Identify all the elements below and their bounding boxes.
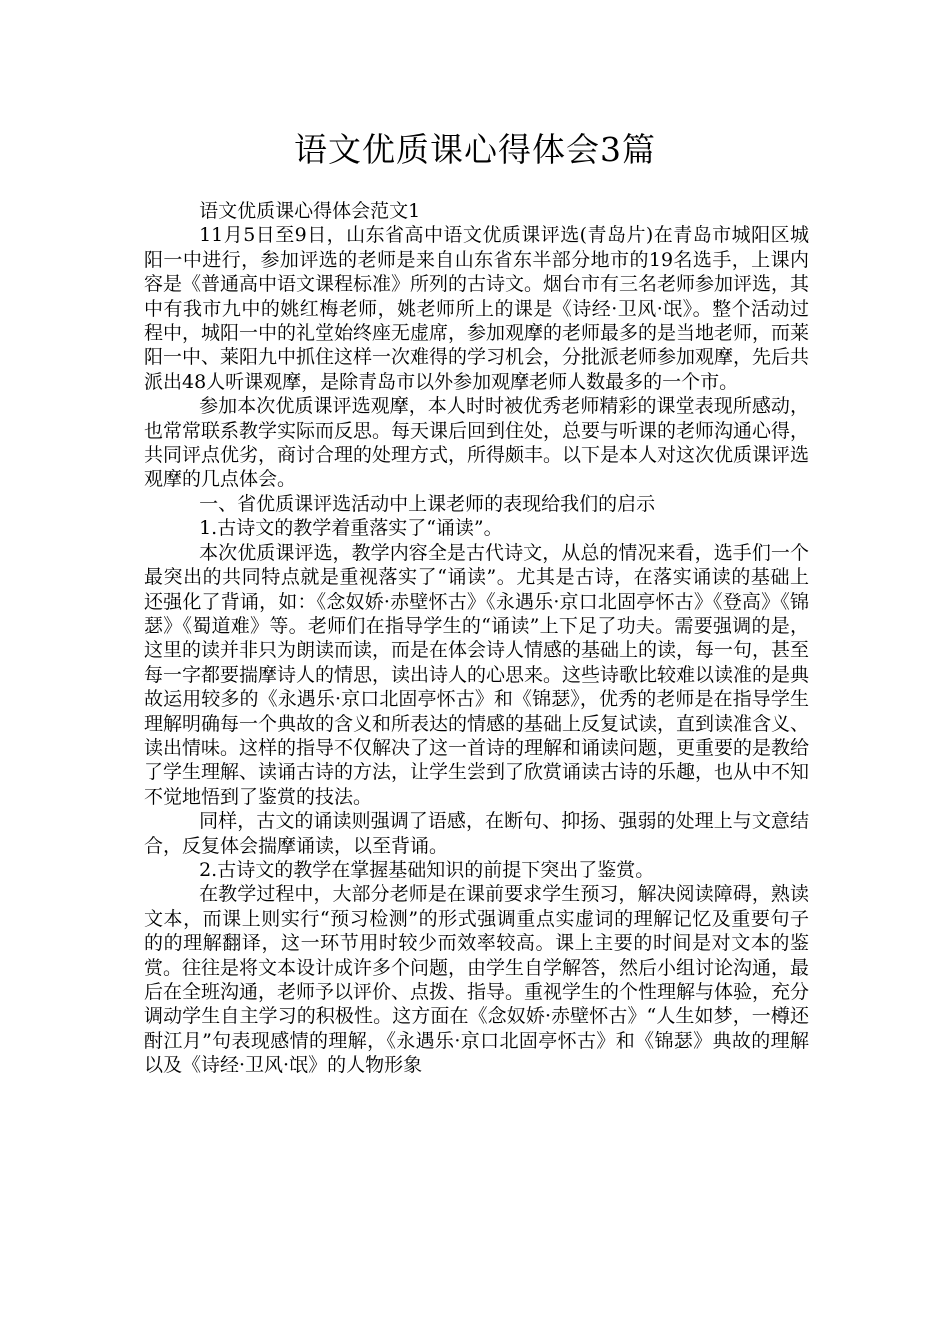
document-body [144,199,809,1078]
section-heading: 一、省优质课评选活动中上课老师的表现给我们的启示 [199,492,656,515]
document-title: 语文优质课心得体会3篇 [294,130,656,169]
paragraph: 在教学过程中，大部分老师是在课前要求学生预习，解决阅读障碍，熟读文本，而课上则实行“预习检测”的形式强调重点实虚词的理解记忆及重要句子的的理解翻译，这一环节用时较少而效率较高。课上主要的时间是对文本的鉴赏。往往是将文本设计成许多个问题，由学生自学解答，然后小组讨论沟通，最后在全班沟通，老师予以评价、点拨、指导。重视学生的个性理解与体验，充分调动学生自主学习的积极性。这方面在《念奴娇·赤壁怀古》“人生如梦，一樽还酎江月”句表现感情的理解，《永遇乐·京口北固亭怀古》和《锦瑟》典故的理解以及《诗经·卫风·氓》的人物形象 [144,883,810,1077]
section-heading: 语文优质课心得体会范文1 [199,200,421,222]
subsection-heading: 2.古诗文的教学在掌握基础知识的前提下突出了鉴赏。 [199,858,655,881]
paragraph: 参加本次优质课评选观摩，本人时时被优秀老师精彩的课堂表现所感动，也常常联系教学实际而反思。每天课后回到住处，总要与听课的老师沟通心得，共同评点优劣，商讨合理的处理方式，所得颇丰。以下是本人对这次优质课评选观摩的几点体会。 [144,395,810,491]
subsection-heading: 1.古诗文的教学着重落实了“诵读”。 [199,517,503,540]
paragraph: 11月5日至9日，山东省高中语文优质课评选(青岛片)在青岛市城阳区城阳一中进行，参加评选的老师是来自山东省东半部分地市的19名选手，上课内容是《普通高中语文课程标准》所列的古诗文。烟台市有三名老师参加评选，其中有我市九中的姚红梅老师，姚老师所上的课是《诗经·卫风·氓》。整个活动过程中，城阳一中的礼堂始终座无虚席，参加观摩的老师最多的是当地老师，而莱阳一中、莱阳九中抓住这样一次难得的学习机会，分批派老师参加观摩，先后共派出48人听课观摩，是除青岛市以外参加观摩老师人数最多的一个市。 [144,224,810,393]
paragraph: 同样，古文的诵读则强调了语感，在断句、抑扬、强弱的处理上与文意结合，反复体会揣摩诵读，以至背诵。 [144,810,809,857]
paragraph: 本次优质课评选，教学内容全是古代诗文，从总的情况来看，选手们一个最突出的共同特点就是重视落实了“诵读”。尤其是古诗，在落实诵读的基础上还强化了背诵，如：《念奴娇·赤壁怀古》《永遇乐·京口北固亭怀古》《登高》《锦瑟》《蜀道难》等。老师们在指导学生的“诵读”上下足了功夫。需要强调的是，这里的读并非只为朗读而读，而是在体会诗人情感的基础上的读，每一句，甚至每一字都要揣摩诗人的情思，读出诗人的心思来。这些诗歌比较难以读准的是典故运用较多的《永遇乐·京口北固亭怀古》和《锦瑟》，优秀的老师是在指导学生理解明确每一个典故的含义和所表达的情感的基础上反复试读，直到读准含义、读出情味。这样的指导不仅解决了这一首诗的理解和诵读问题，更重要的是教给了学生理解、读诵古诗的方法，让学生尝到了欣赏诵读古诗的乐趣，也从中不知不觉地悟到了鉴赏的技法。 [144,541,810,808]
